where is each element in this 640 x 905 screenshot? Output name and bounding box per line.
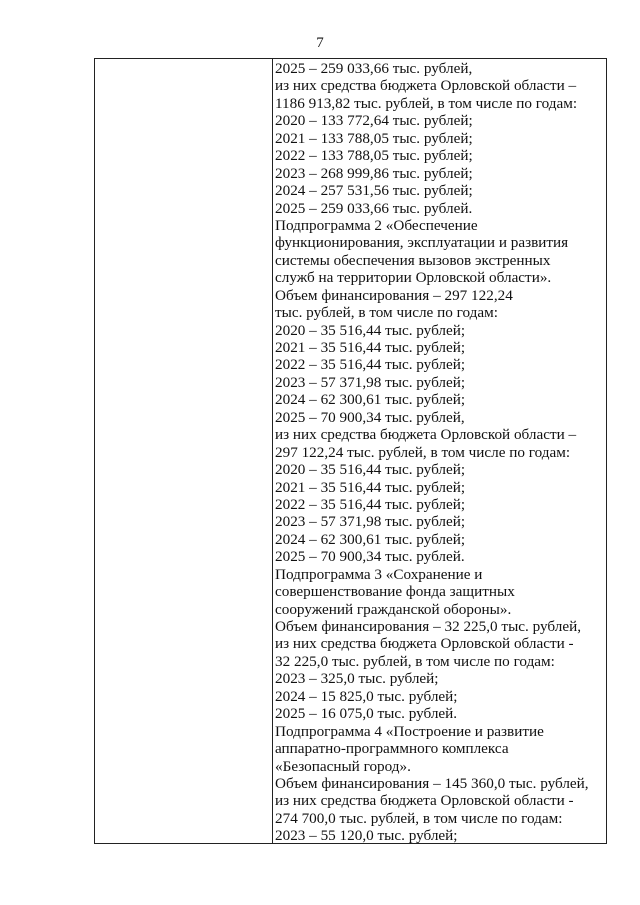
text-line: 2023 – 325,0 тыс. рублей;	[275, 670, 439, 688]
text-line: из них средства бюджета Орловской области –	[275, 77, 577, 95]
text-line: 32 225,0 тыс. рублей, в том числе по годам:	[275, 652, 555, 670]
text-line: Объем финансирования – 32 225,0 тыс. рублей,	[275, 618, 581, 635]
page-number: 7	[316, 35, 324, 51]
text-line: 274 700,0 тыс. рублей, в том числе по годам:	[275, 809, 563, 827]
text-line: Подпрограмма 3 «Сохранение и	[275, 565, 483, 583]
text-line: из них средства бюджета Орловской области -	[275, 792, 574, 810]
text-line: служб на территории Орловской области».	[275, 269, 552, 287]
text-line: 2024 – 15 825,0 тыс. рублей;	[275, 687, 458, 705]
text-line: Подпрограмма 2 «Обеспечение	[275, 216, 478, 234]
text-line: 2023 – 57 371,98 тыс. рублей;	[275, 373, 466, 391]
text-line: 2025 – 259 033,66 тыс. рублей.	[275, 199, 473, 217]
text-line: функционирования, эксплуатации и развития	[275, 234, 569, 252]
text-line: 2022 – 35 516,44 тыс. рублей;	[275, 495, 466, 513]
text-line: 2023 – 268 999,86 тыс. рублей;	[275, 164, 473, 182]
text-line: из них средства бюджета Орловской области -	[275, 635, 574, 653]
text-line: 2025 – 259 033,66 тыс. рублей,	[275, 60, 473, 77]
text-line: 2020 – 133 772,64 тыс. рублей;	[275, 112, 473, 130]
text-line: тыс. рублей, в том числе по годам:	[275, 304, 498, 322]
text-line: 2025 – 70 900,34 тыс. рублей,	[275, 408, 465, 426]
text-line: 2021 – 133 788,05 тыс. рублей;	[275, 129, 473, 147]
text-line: 2022 – 133 788,05 тыс. рублей;	[275, 147, 473, 165]
text-line: системы обеспечения вызовов экстренных	[275, 251, 551, 269]
text-line: Объем финансирования – 297 122,24	[275, 286, 513, 304]
text-line: 2025 – 70 900,34 тыс. рублей.	[275, 548, 465, 566]
text-line: 2020 – 35 516,44 тыс. рублей;	[275, 461, 466, 479]
column-divider	[272, 59, 273, 843]
text-line: 2021 – 35 516,44 тыс. рублей;	[275, 339, 466, 356]
text-line: 2024 – 62 300,61 тыс. рублей;	[275, 391, 466, 409]
text-line: 2024 – 257 531,56 тыс. рублей;	[275, 182, 473, 200]
text-line: 297 122,24 тыс. рублей, в том числе по годам:	[275, 443, 571, 461]
text-line: 2023 – 57 371,98 тыс. рублей;	[275, 513, 466, 531]
text-line: 1186 913,82 тыс. рублей, в том числе по годам:	[275, 94, 578, 112]
text-line: 2021 – 35 516,44 тыс. рублей;	[275, 478, 466, 496]
table-right-cell	[275, 60, 605, 845]
text-line: «Безопасный город».	[275, 757, 411, 775]
text-line: 2025 – 16 075,0 тыс. рублей.	[275, 705, 458, 723]
text-line: сооружений гражданской обороны».	[275, 600, 512, 618]
text-line: 2020 – 35 516,44 тыс. рублей;	[275, 321, 466, 339]
text-line: из них средства бюджета Орловской области –	[275, 426, 577, 444]
text-line: совершенствование фонда защитных	[275, 583, 515, 601]
text-line: аппаратно-программного комплекса	[275, 740, 509, 758]
text-line: 2022 – 35 516,44 тыс. рублей;	[275, 356, 466, 374]
text-line: Объем финансирования – 145 360,0 тыс. рублей,	[275, 774, 589, 792]
text-line: 2024 – 62 300,61 тыс. рублей;	[275, 530, 466, 548]
document-table	[94, 58, 607, 844]
text-line: 2023 – 55 120,0 тыс. рублей;	[275, 827, 458, 845]
text-line: Подпрограмма 4 «Построение и развитие	[275, 722, 544, 740]
